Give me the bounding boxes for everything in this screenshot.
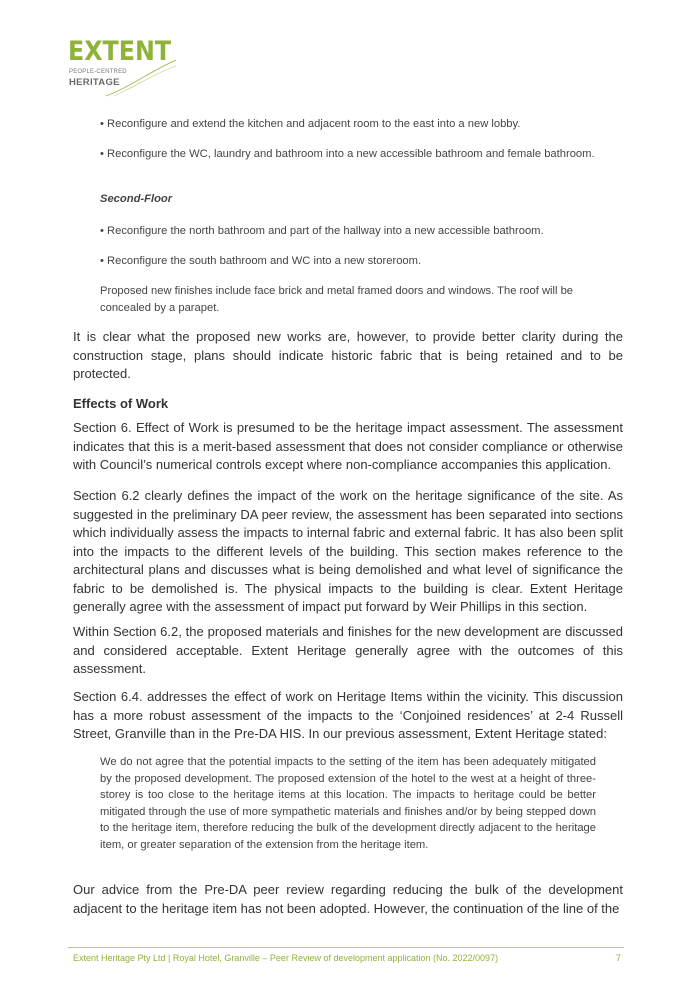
bullet-north-bathroom: • Reconfigure the north bathroom and part of the hallway into a new accessible bathroom. <box>100 225 544 237</box>
logo-tagline: PEOPLE-CENTRED <box>69 69 127 75</box>
finishes-paragraph: Proposed new finishes include face brick and metal framed doors and windows. The roof will be concealed by a parapet. <box>100 285 574 314</box>
effects-of-work-heading: Effects of Work <box>73 396 169 411</box>
logo-wordmark: EXTENT <box>68 36 172 67</box>
paragraph-section-6-2: Section 6.2 clearly defines the impact of the work on the heritage significance of the site. As suggested in the preliminary DA peer review, the assessment has been separated into sections which individually assess the impacts to internal fabric and external fabric. It has also been split into the impacts to the different levels of the building. This section makes reference to the architectural plans and discusses what is being demolished and what level of significance the fabric to be demolished is. The physical impacts to the building is clear. Extent Heritage generally agree with the assessment of impact put forward by Weir Phillips in this section. <box>73 488 623 614</box>
bullet-wc: • Reconfigure the WC, laundry and bathroom into a new accessible bathroom and female bathroom. <box>100 148 595 160</box>
bullet-south-bathroom: • Reconfigure the south bathroom and WC into a new storeroom. <box>100 255 422 267</box>
bullet-kitchen: • Reconfigure and extend the kitchen and adjacent room to the east into a new lobby. <box>100 118 521 130</box>
logo-heritage: HERITAGE <box>69 77 120 88</box>
paragraph-section-6-4: Section 6.4. addresses the effect of work on Heritage Items within the vicinity. This discussion has a more robust assessment of the impacts to the ‘Conjoined residences’ at 2-4 Russell Street, Granville than in the Pre-DA HIS. In our previous assessment, Extent Heritage stated: <box>73 689 623 741</box>
footer-text: Extent Heritage Pty Ltd | Royal Hotel, Granville – Peer Review of development application (No. 2022/0097) <box>73 953 499 963</box>
paragraph-materials: Within Section 6.2, the proposed materials and finishes for the new development are discussed and considered acceptable. Extent Heritage generally agree with the outcomes of this assessment. <box>73 624 623 676</box>
footer-divider <box>68 947 624 948</box>
second-floor-heading: Second-Floor <box>100 193 173 205</box>
extent-heritage-logo <box>68 38 178 98</box>
paragraph-clear: It is clear what the proposed new works are, however, to provide better clarity during the construction stage, plans should indicate historic fabric that is being retained and to be protected. <box>73 329 623 381</box>
page-number: 7 <box>616 953 622 963</box>
quoted-assessment: We do not agree that the potential impacts to the setting of the item has been adequately mitigated by the proposed development. The proposed extension of the hotel to the west at a height of three-storey is too close to the heritage items at this location. The impacts to heritage could be better mitigated through the use of more sympathetic materials and finishes and/or by being stepped down to the heritage item, therefore reducing the bulk of the development directly adjacent to the heritage item, or greater separation of the extension from the heritage item. <box>100 756 596 851</box>
paragraph-section-6: Section 6. Effect of Work is presumed to be the heritage impact assessment. The assessment indicates that this is a merit-based assessment that does not consider compliance or otherwise with Council’s numerical controls except where non-compliance accompanies this application. <box>73 420 623 472</box>
paragraph-final: Our advice from the Pre-DA peer review regarding reducing the bulk of the development adjacent to the heritage item has not been adopted. However, the continuation of the line of the <box>73 882 623 916</box>
